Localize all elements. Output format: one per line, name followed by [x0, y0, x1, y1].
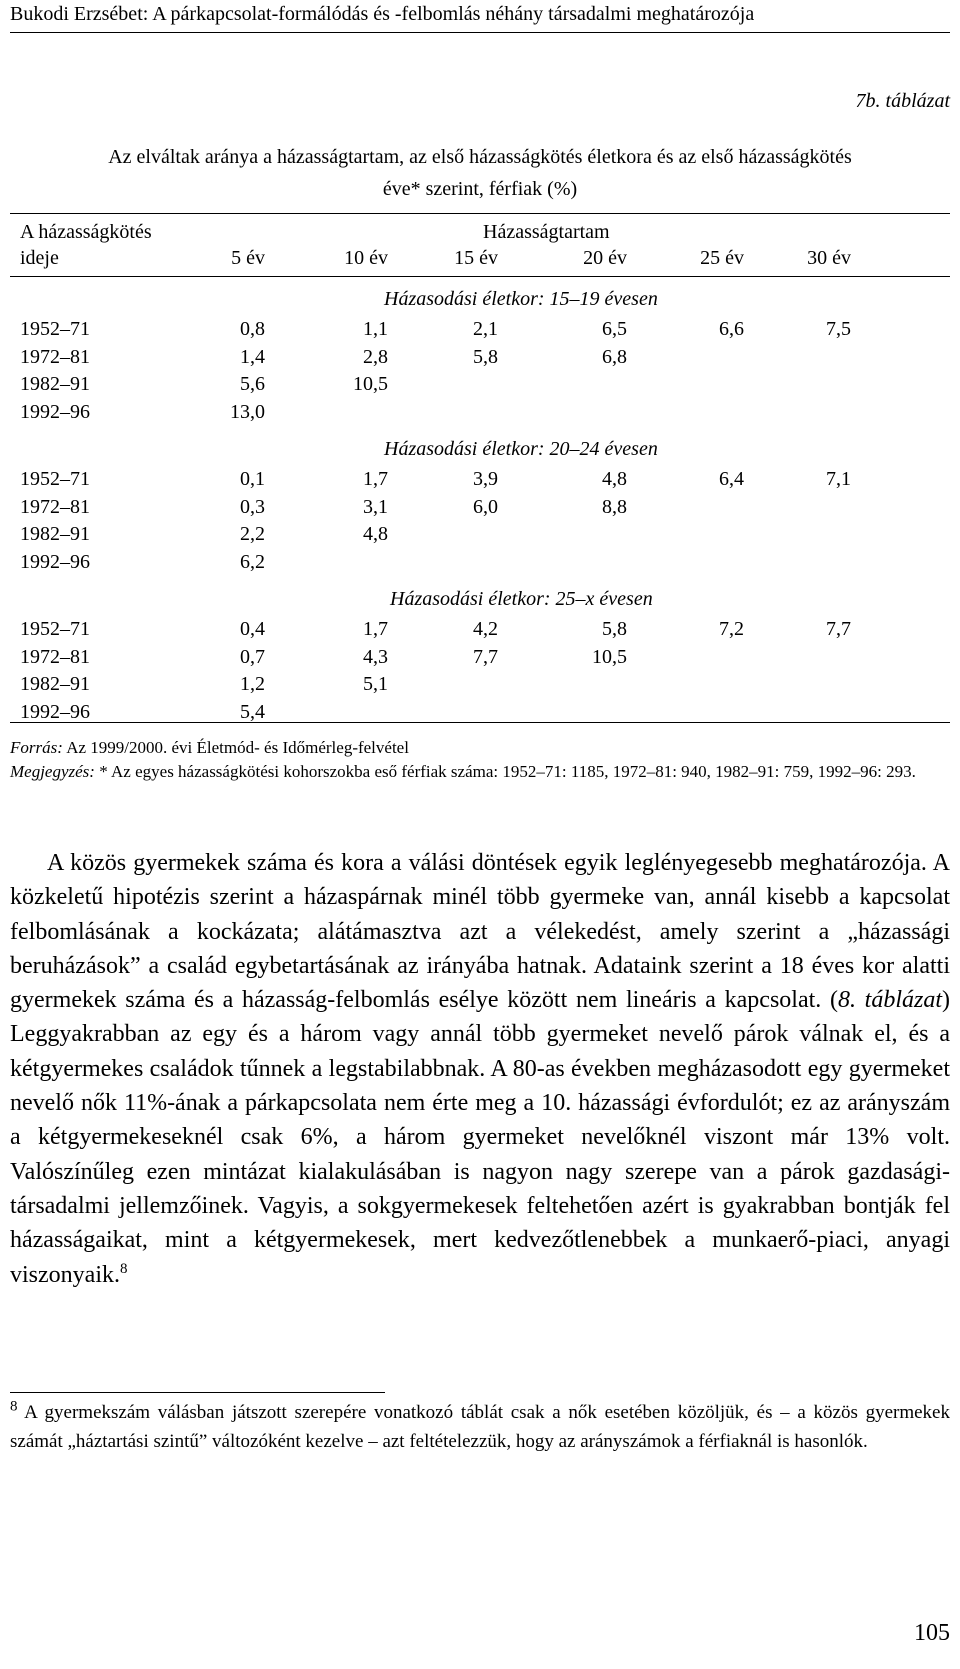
table-cell: 13,0	[230, 400, 265, 423]
table-cell: 0,4	[240, 618, 265, 640]
col-head-period-line2: ideje	[20, 247, 59, 269]
table-cell: 2,8	[363, 345, 388, 368]
row-period: 1952–71	[20, 318, 90, 340]
table-ref-number: 8.	[837, 987, 856, 1014]
table-caption	[10, 141, 950, 205]
group-title: Házasodási életkor: 25–x évesen	[390, 588, 653, 610]
table-label: 7b. táblázat	[855, 90, 950, 112]
row-period: 1972–81	[20, 345, 90, 368]
table-cell: 1,4	[240, 345, 265, 368]
table-cell: 0,8	[240, 318, 265, 340]
paragraph-text-2: ) Leggyakrabban az egy és a három vagy annál több gyermeket nevelő párok válnak el, és a kétgyermekes családok tűnnek a legstabilabbnak. A 80-as években megházasodott egy gyermeket nevelő nők 11%-ának a párkapcsolata nem érte meg a 10. házassági évfordulót; ez az arányszám a kétgyermekeseknél csak 6%, a három gyermeket nevelőknél viszont már 13% volt. Valószínűleg ezen mintázat kialakulásában is nagyon nagy szerepe van a párok gazdasági-társadalmi jellemzőinek. Vagyis, a sokgyermekesek feltehetően azért is gyakrabban bontják fel házasságaikat, mint a kétgyermekesek, mert kedvezőtlenebbek a munkaerő-piaci, anyagi viszonyaik.	[10, 987, 951, 1288]
table-cell: 5,6	[240, 373, 265, 395]
source-line	[10, 736, 950, 760]
row-period: 1982–91	[20, 673, 90, 695]
group-title: Házasodási életkor: 20–24 évesen	[384, 438, 658, 460]
footnote-mark: 8	[10, 1398, 18, 1415]
table-cell: 6,0	[473, 495, 498, 518]
column-header: 30 év	[807, 247, 851, 269]
table-cell: 4,8	[363, 523, 388, 545]
row-period: 1972–81	[20, 645, 90, 668]
table-cell: 6,5	[602, 318, 627, 340]
footnote	[10, 1398, 950, 1456]
footnote-text	[10, 1398, 950, 1456]
table-cell: 10,5	[592, 645, 627, 668]
table-notes	[10, 736, 950, 784]
table-cell: 4,2	[473, 618, 498, 640]
table-cell: 2,1	[473, 318, 498, 340]
table-cell: 4,8	[602, 468, 627, 490]
caption-line-2: éve* szerint, férfiak (%)	[382, 178, 578, 200]
table-cell: 0,7	[240, 645, 265, 668]
column-header: 15 év	[454, 247, 498, 269]
column-header: 10 év	[344, 247, 388, 269]
table-cell: 1,7	[363, 618, 388, 640]
row-period: 1972–81	[20, 495, 90, 518]
column-header: 5 év	[231, 247, 265, 269]
source-label: Forrás:	[10, 738, 63, 757]
group-title: Házasodási életkor: 15–19 évesen	[384, 288, 658, 310]
table-cell: 7,1	[826, 468, 851, 490]
table-cell: 3,9	[473, 468, 498, 490]
table-top-rule	[10, 213, 950, 214]
footnote-rule	[10, 1392, 385, 1393]
table-cell: 6,8	[602, 345, 627, 368]
table-cell: 7,7	[473, 645, 498, 668]
row-period: 1952–71	[20, 468, 90, 490]
table-ref-word: táblázat	[864, 987, 943, 1014]
table-cell: 1,1	[363, 318, 388, 340]
note-label: Megjegyzés:	[10, 762, 95, 781]
table-cell: 1,2	[240, 673, 265, 695]
table-cell: 7,5	[826, 318, 851, 340]
table-cell: 2,2	[240, 523, 265, 545]
table-cell: 1,7	[363, 468, 388, 490]
running-header: Bukodi Erzsébet: A párkapcsolat-formálódás és -felbomlás néhány társadalmi meghatározója	[10, 0, 950, 33]
page-number: 105	[914, 1620, 950, 1646]
note-text: * Az egyes házasságkötési kohorszokba eső férfiak száma: 1952–71: 1185, 1972–81: 940, 1982–91: 759, 1992–96: 293.	[99, 762, 916, 781]
footnote-ref: 8	[119, 1260, 128, 1277]
table-cell: 8,8	[602, 495, 627, 518]
body-paragraph	[10, 846, 950, 1292]
group-head-duration: Házasságtartam	[483, 221, 610, 243]
row-period: 1992–96	[20, 400, 90, 423]
table-cell: 5,4	[240, 700, 265, 723]
paragraph-text-1: A közös gyermekek száma és kora a válási döntések egyik leglényegesebb meghatározója. A közkeletű hipotézis szerint a házaspárnak minél több gyermeke van, annál kisebb a kapcsolat felbomlásának a kockázata; alátámasztva azt a vélekedést, amely szerint a „házassági beruházások” a család egybetartásának az irányába hatnak. Adataink szerint a 18 éves kor alatti gyermekek száma és a házasság-felbomlás esélye között nem lineáris a kapcsolat. (	[10, 850, 950, 1014]
column-header: 20 év	[583, 247, 627, 269]
table-cell: 6,2	[240, 550, 265, 573]
row-period: 1992–96	[20, 550, 90, 573]
table-cell: 6,6	[719, 318, 744, 340]
row-period: 1992–96	[20, 700, 90, 723]
row-period: 1982–91	[20, 373, 90, 395]
table-cell: 0,1	[240, 468, 265, 490]
table-cell: 5,8	[602, 618, 627, 640]
table-cell: 7,2	[719, 618, 744, 640]
table-bottom-rule	[10, 722, 950, 723]
table-cell: 4,3	[363, 645, 388, 668]
note-line	[10, 760, 950, 784]
body-text	[10, 846, 950, 1292]
table-cell: 7,7	[826, 618, 851, 640]
col-head-period-line1: A házasságkötés	[20, 221, 152, 243]
footnote-body: A gyermekszám válásban játszott szerepére vonatkozó táblát csak a nők esetében közöljük, és – a közös gyermekek számát „háztartási szintű” változóként kezelve – azt feltételezzük, hogy az arányszámok a férfiaknál is hasonlók.	[10, 1402, 950, 1452]
caption-line-1: Az elváltak aránya a házasságtartam, az első házasságkötés életkora és az első házasságkötés	[108, 146, 852, 168]
column-header: 25 év	[700, 247, 744, 269]
table-cell: 0,3	[240, 495, 265, 518]
table-cell: 6,4	[719, 468, 744, 490]
table-cell: 3,1	[363, 495, 388, 518]
row-period: 1982–91	[20, 523, 90, 545]
table-cell: 10,5	[353, 373, 388, 395]
table-header-rule	[10, 276, 950, 277]
row-period: 1952–71	[20, 618, 90, 640]
table-cell: 5,8	[473, 345, 498, 368]
table-cell: 5,1	[363, 673, 388, 695]
source-text: Az 1999/2000. évi Életmód- és Időmérleg-felvétel	[66, 738, 409, 757]
